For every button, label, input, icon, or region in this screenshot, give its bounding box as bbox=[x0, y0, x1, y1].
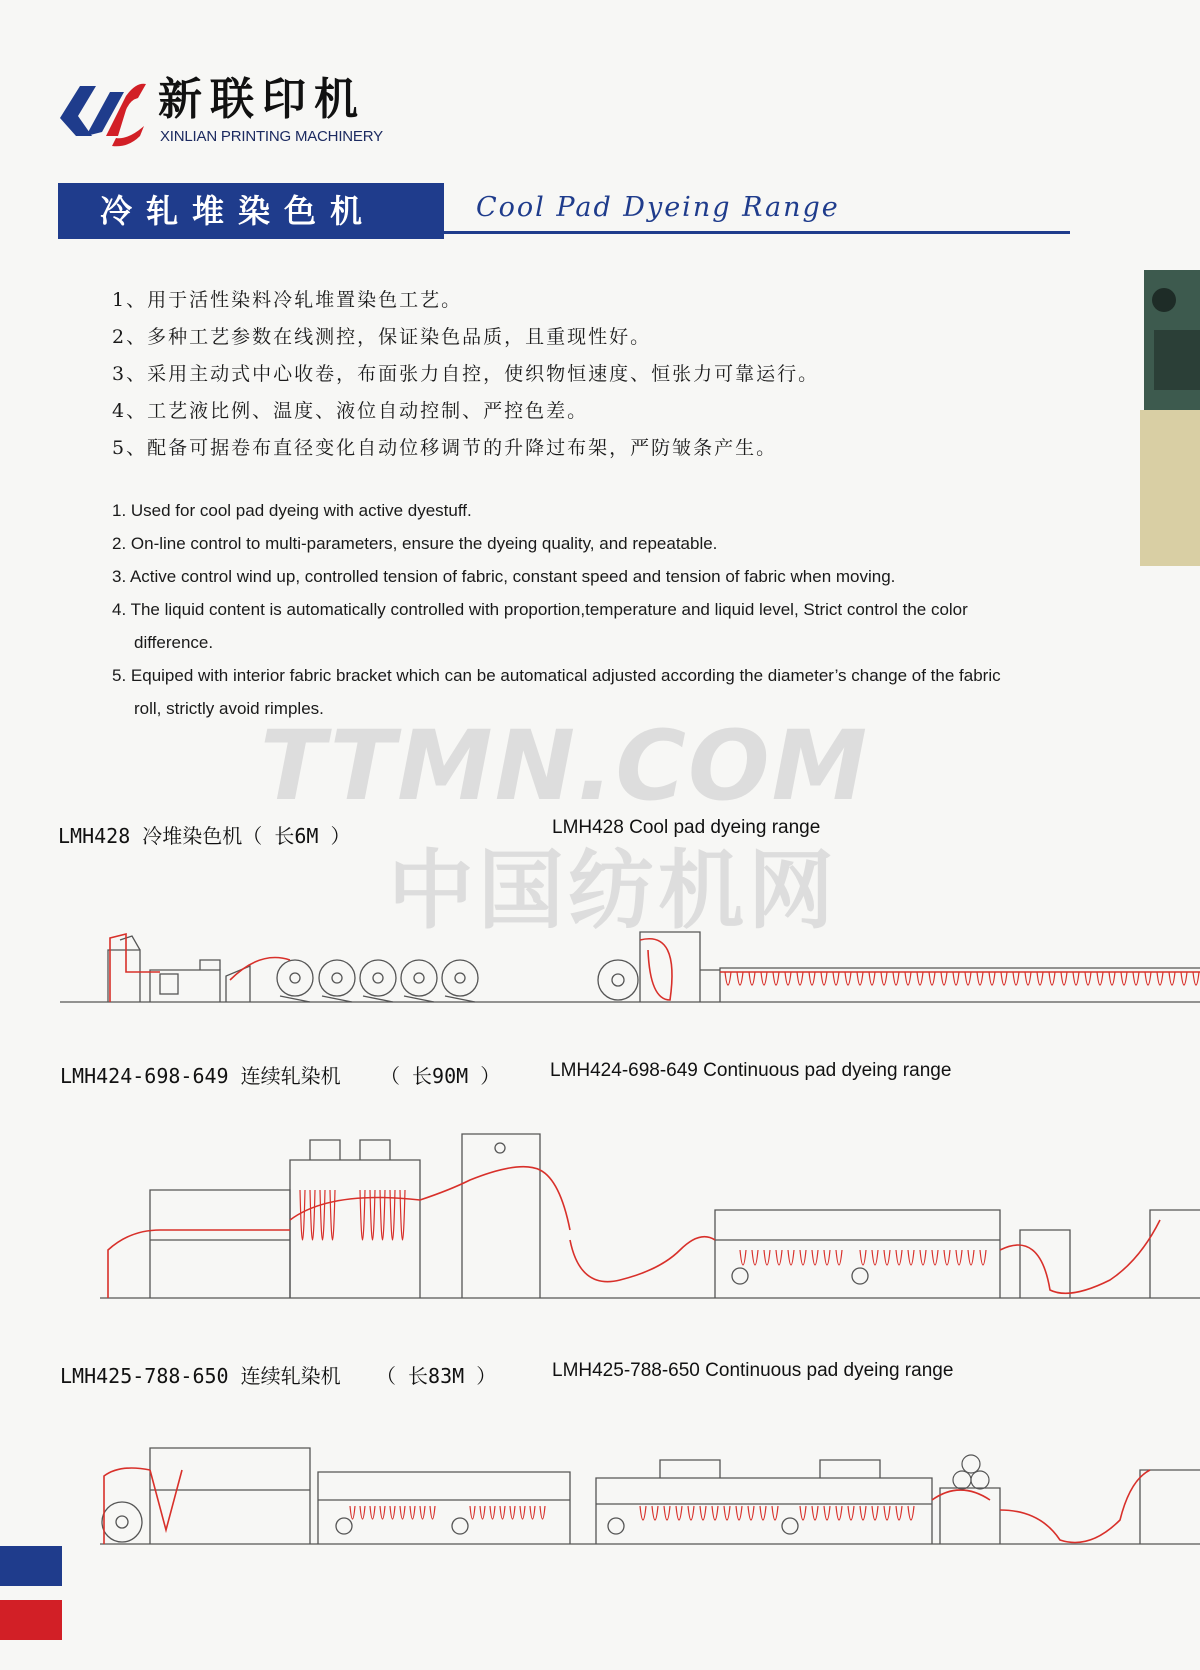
feature-en-item: 5. Equiped with interior fabric bracket which can be automatical adjusted according the diameter’s change of the fabric roll, strictly avoid rimples. bbox=[112, 666, 1001, 718]
feature-cn-item: 2、多种工艺参数在线测控，保证染色品质，且重现性好。 bbox=[112, 326, 652, 348]
model-2-length: （ 长90M ） bbox=[380, 1064, 501, 1088]
feature-cn-item: 3、采用主动式中心收卷，布面张力自控，使织物恒速度、恒张力可靠运行。 bbox=[112, 363, 820, 385]
model-3-diagram bbox=[0, 1440, 1200, 1550]
watermark-domain: TTMN.COM bbox=[260, 710, 870, 822]
model-3-caption-en: LMH425-788-650 Continuous pad dyeing range bbox=[552, 1360, 954, 1381]
feature-en-item: 4. The liquid content is automatically controlled with proportion,temperature and liquid level, Strict control the color difference. bbox=[112, 600, 968, 652]
xinlian-logo-icon bbox=[56, 74, 148, 148]
title-underline bbox=[444, 231, 1070, 234]
corner-block-red bbox=[0, 1600, 62, 1640]
feature-cn-item: 4、工艺液比例、温度、液位自动控制、严控色差。 bbox=[112, 400, 589, 422]
model-3-caption-cn: LMH425-788-650 连续轧染机 bbox=[60, 1364, 341, 1388]
page-title-cn: 冷轧堆染色机 bbox=[100, 192, 377, 230]
feature-en-item: 2. On-line control to multi-parameters, ensure the dyeing quality, and repeatable. bbox=[112, 534, 718, 553]
watermark-cn: 中国纺机网 bbox=[388, 841, 838, 941]
feature-en-item: 3. Active control wind up, controlled tension of fabric, constant speed and tension of fabric when moving. bbox=[112, 567, 896, 586]
feature-en-item: 1. Used for cool pad dyeing with active dyestuff. bbox=[112, 501, 472, 520]
feature-cn-item: 1、用于活性染料冷轧堆置染色工艺。 bbox=[112, 289, 463, 311]
features-cn-list bbox=[112, 282, 819, 467]
features-en-list bbox=[112, 494, 1012, 725]
model-1-caption-en: LMH428 Cool pad dyeing range bbox=[552, 817, 821, 838]
brand-name-cn: 新联印机 bbox=[158, 74, 366, 125]
brand-name-en: XINLIAN PRINTING MACHINERY bbox=[160, 128, 383, 145]
model-1-caption-cn: LMH428 冷堆染色机（ 长6M ） bbox=[58, 824, 351, 848]
model-2-caption-en: LMH424-698-649 Continuous pad dyeing range bbox=[550, 1060, 952, 1081]
model-2-diagram bbox=[0, 1130, 1200, 1305]
model-3-length: （ 长83M ） bbox=[376, 1364, 497, 1388]
model-2-caption-cn: LMH424-698-649 连续轧染机 bbox=[60, 1064, 341, 1088]
page-title-en: Cool Pad Dyeing Range bbox=[476, 192, 840, 223]
corner-block-blue bbox=[0, 1546, 62, 1586]
feature-cn-item: 5、配备可据卷布直径变化自动位移调节的升降过布架，严防皱条产生。 bbox=[112, 437, 778, 459]
machine-photo-fragment bbox=[1140, 270, 1200, 566]
